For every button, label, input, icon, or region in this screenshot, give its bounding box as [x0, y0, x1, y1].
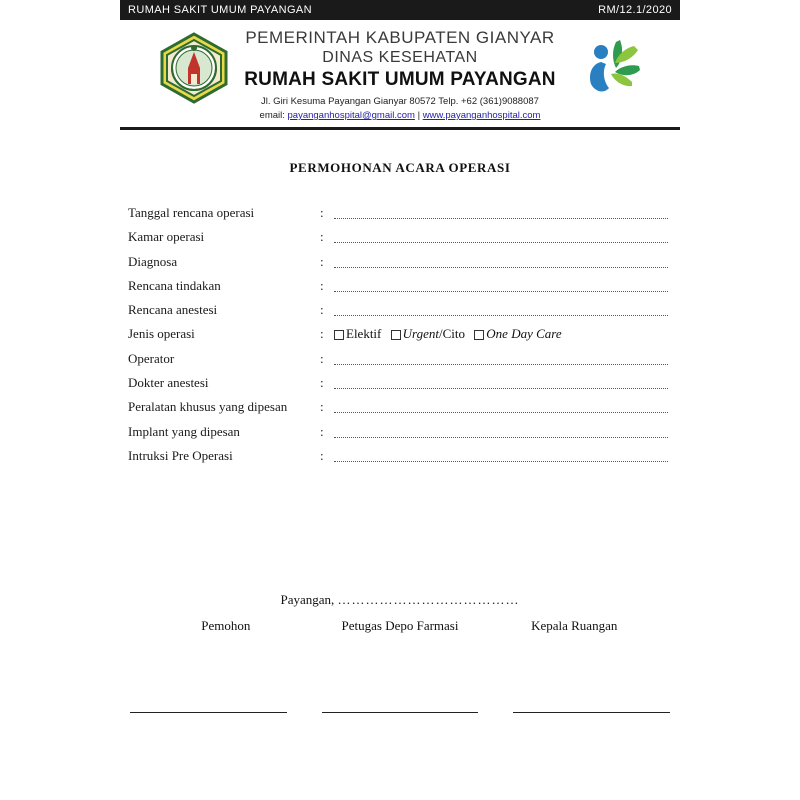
- department-line: DINAS KESEHATAN: [322, 49, 478, 66]
- field-row-rencana-tindakan: [128, 278, 674, 302]
- field-dotted-line: [334, 218, 668, 219]
- field-colon: :: [320, 253, 324, 269]
- field-dotted-line: [334, 437, 668, 438]
- form-header-bar: [120, 0, 680, 20]
- field-row-dokter-anestesi: [128, 375, 674, 399]
- signature-label-petugas-depo-farmasi: Petugas Depo Farmasi: [341, 618, 459, 633]
- field-colon: :: [320, 423, 324, 439]
- field-row-kamar-operasi: [128, 229, 674, 253]
- field-dotted-line: [334, 267, 668, 268]
- hospital-contact: [230, 109, 570, 123]
- field-label: Diagnosa: [128, 253, 178, 269]
- field-row-jenis-operasi: [128, 326, 674, 350]
- signature-line-kepala-ruangan[interactable]: [513, 712, 670, 713]
- hospital-address: Jl. Giri Kesuma Payangan Gianyar 80572 Telp. +62 (361)9088087: [261, 96, 539, 107]
- contact-separator: |: [417, 110, 421, 121]
- field-label: Rencana tindakan: [128, 277, 221, 293]
- signature-line-petugas-depo-farmasi[interactable]: [322, 712, 479, 713]
- checkbox-elektif-icon[interactable]: [334, 330, 344, 340]
- gianyar-regency-emblem-icon: [158, 32, 230, 104]
- field-dotted-line: [334, 388, 668, 389]
- field-row-operator: [128, 351, 674, 375]
- jenis-operasi-options: [334, 326, 562, 342]
- signature-place-label: Payangan,: [280, 592, 335, 607]
- email-label: email:: [259, 110, 285, 121]
- field-label: Jenis operasi: [128, 326, 195, 342]
- payangan-hospital-logo-icon: [582, 36, 652, 98]
- field-colon: :: [320, 350, 324, 366]
- signature-label-pemohon: Pemohon: [201, 618, 251, 633]
- header-hospital-name: RUMAH SAKIT UMUM PAYANGAN: [128, 4, 312, 16]
- field-row-rencana-anestesi: [128, 302, 674, 326]
- field-dotted-line: [334, 364, 668, 365]
- field-dotted-line: [334, 461, 668, 462]
- email-link[interactable]: payanganhospital@gmail.com: [287, 110, 415, 121]
- signature-columns: [140, 618, 660, 634]
- field-colon: :: [320, 399, 324, 415]
- form-fields: [128, 205, 674, 472]
- option-label-elektif: Elektif: [346, 326, 382, 342]
- letterhead-text: [230, 28, 570, 123]
- field-colon: :: [320, 375, 324, 391]
- page-title: PERMOHONAN ACARA OPERASI: [289, 160, 511, 175]
- signature-place-line: [120, 592, 680, 608]
- field-label: Peralatan khusus yang dipesan: [128, 399, 288, 415]
- checkbox-one-day-care-icon[interactable]: [474, 330, 484, 340]
- field-label: Tanggal rencana operasi: [128, 205, 255, 220]
- field-colon: :: [320, 229, 324, 245]
- signature-lines: [130, 712, 670, 713]
- field-colon: :: [320, 447, 324, 463]
- field-dotted-line: [334, 315, 668, 316]
- option-label-cito: Cito: [442, 326, 466, 342]
- field-row-intruksi-pre-operasi: [128, 448, 674, 472]
- field-colon: :: [320, 326, 324, 342]
- field-row-implant-dipesan: [128, 424, 674, 448]
- option-label-urgent: Urgent: [402, 326, 439, 342]
- field-label: Operator: [128, 350, 175, 366]
- field-row-tanggal-rencana-operasi: [128, 205, 674, 229]
- signature-line-pemohon[interactable]: [130, 712, 287, 713]
- signature-label-kepala-ruangan: Kepala Ruangan: [531, 618, 618, 633]
- form-sheet: [120, 0, 680, 800]
- letterhead: [120, 20, 680, 130]
- option-label-one-day-care: One Day Care: [486, 326, 562, 342]
- field-label: Intruksi Pre Operasi: [128, 447, 233, 463]
- field-label: Rencana anestesi: [128, 302, 218, 318]
- website-link[interactable]: www.payanganhospital.com: [422, 110, 541, 121]
- field-colon: :: [320, 302, 324, 318]
- field-label: Dokter anestesi: [128, 375, 209, 391]
- signature-date-dots[interactable]: …………………………………: [337, 592, 520, 607]
- header-form-code: RM/12.1/2020: [598, 4, 672, 16]
- field-dotted-line: [334, 242, 668, 243]
- field-colon: :: [320, 277, 324, 293]
- hospital-title: RUMAH SAKIT UMUM PAYANGAN: [244, 69, 556, 90]
- option-separator: /: [439, 326, 443, 342]
- checkbox-urgent-cito-icon[interactable]: [391, 330, 401, 340]
- field-row-peralatan-khusus: [128, 399, 674, 423]
- government-line: PEMERINTAH KABUPATEN GIANYAR: [245, 28, 555, 47]
- field-colon: :: [320, 205, 324, 220]
- field-dotted-line: [334, 291, 668, 292]
- field-dotted-line: [334, 412, 668, 413]
- field-label: Kamar operasi: [128, 229, 205, 245]
- field-row-diagnosa: [128, 254, 674, 278]
- field-label: Implant yang dipesan: [128, 423, 240, 439]
